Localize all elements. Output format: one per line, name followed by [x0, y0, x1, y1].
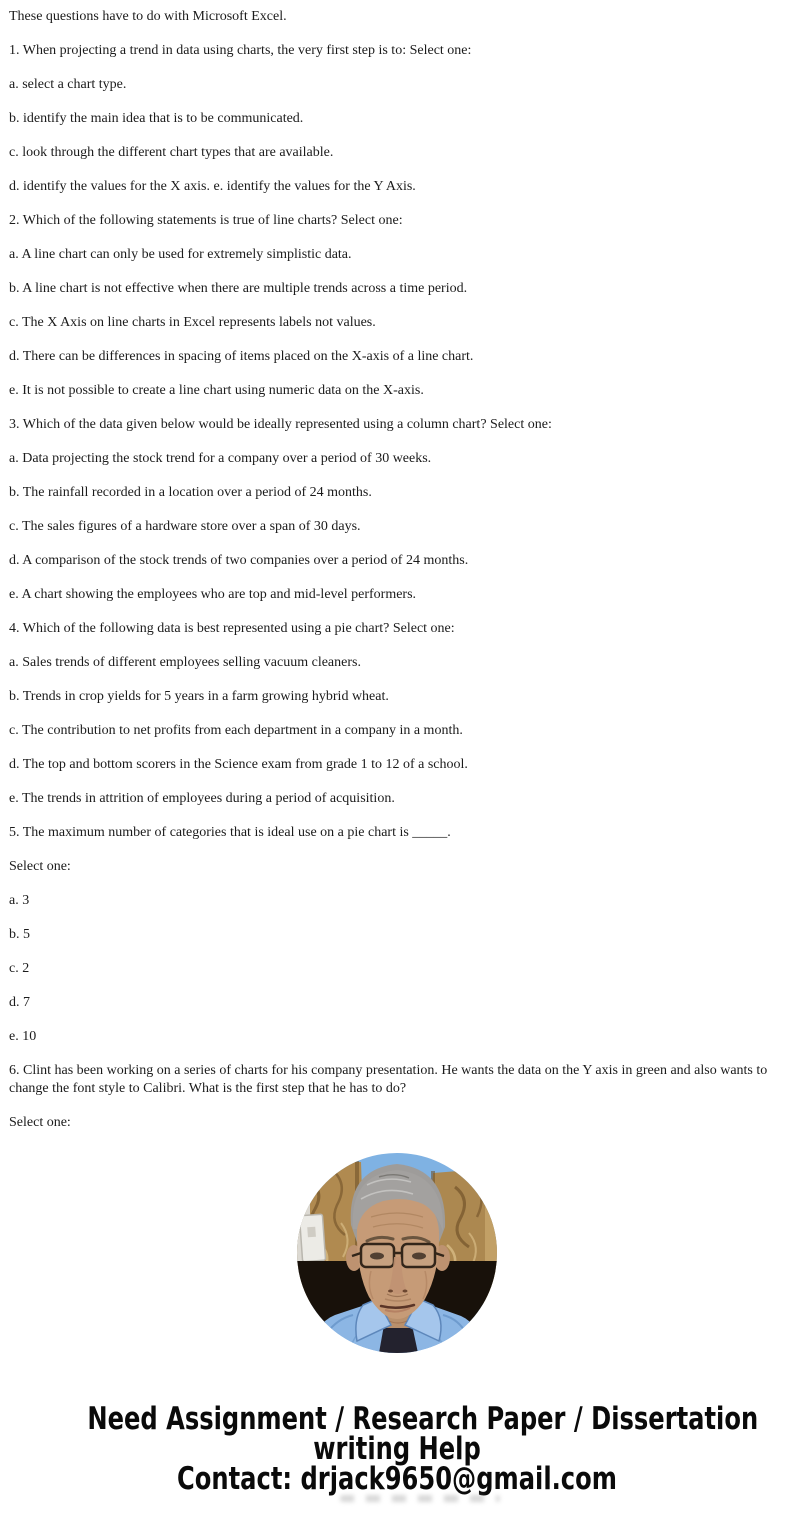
paragraph: d. The top and bottom scorers in the Science exam from grade 1 to 12 of a school.	[9, 757, 468, 772]
profile-photo-illustration	[297, 1153, 497, 1353]
paragraph: e. The trends in attrition of employees during a period of acquisition.	[9, 791, 395, 806]
paragraph: b. The rainfall recorded in a location over a period of 24 months.	[9, 485, 372, 500]
paragraph: 2. Which of the following statements is true of line charts? Select one:	[9, 213, 403, 228]
paragraph: 3. Which of the data given below would be ideally represented using a column chart? Select one:	[9, 417, 552, 432]
paragraph: 6. Clint has been working on a series of charts for his company presentation. He wants the data on the Y axis in green and also wants to change the font style to Calibri. What is the first step that he has to do?	[9, 1063, 768, 1096]
paragraph: 5. The maximum number of categories that is ideal use on a pie chart is _____.	[9, 825, 451, 840]
paragraph: Select one:	[9, 859, 71, 874]
paragraph: a. select a chart type.	[9, 77, 127, 92]
paragraph: 1. When projecting a trend in data using charts, the very first step is to: Select one:	[9, 43, 472, 58]
paragraph: c. The sales figures of a hardware store over a span of 30 days.	[9, 519, 361, 534]
right-eye	[412, 1253, 426, 1260]
paragraph: d. identify the values for the X axis. e. identify the values for the Y Axis.	[9, 179, 416, 194]
left-eye	[370, 1253, 384, 1260]
footer-contact-email: Contact: drjack9650@gmail.com	[177, 1461, 617, 1497]
paragraph: c. The contribution to net profits from each department in a company in a month.	[9, 723, 463, 738]
paragraph: c. 2	[9, 961, 30, 976]
paragraph: b. 5	[9, 927, 30, 942]
profile-photo	[297, 1153, 497, 1353]
paragraph: e. 10	[9, 1029, 37, 1044]
paragraph: b. identify the main idea that is to be communicated.	[9, 111, 304, 126]
paragraph: d. 7	[9, 995, 30, 1010]
paragraph: a. A line chart can only be used for extremely simplistic data.	[9, 247, 352, 262]
paragraph: These questions have to do with Microsoft Excel.	[9, 9, 287, 24]
promo-footer	[0, 1401, 794, 1497]
paragraph: a. Data projecting the stock trend for a company over a period of 30 weeks.	[9, 451, 432, 466]
paragraph: d. There can be differences in spacing of items placed on the X-axis of a line chart.	[9, 349, 474, 364]
paragraph: b. A line chart is not effective when there are multiple trends across a time period.	[9, 281, 468, 296]
collar-shadow	[379, 1325, 418, 1353]
paragraph: a. Sales trends of different employees selling vacuum cleaners.	[9, 655, 361, 670]
paragraph: c. The X Axis on line charts in Excel represents labels not values.	[9, 315, 376, 330]
paragraph: c. look through the different chart types that are available.	[9, 145, 334, 160]
footer-heading-line1: Need Assignment / Research Paper / Dissertation	[87, 1401, 759, 1437]
paragraph: e. A chart showing the employees who are top and mid-level performers.	[9, 587, 417, 602]
footer-heading-line2: writing Help	[313, 1431, 481, 1467]
paragraph: Select one:	[9, 1115, 71, 1129]
blurred-artifact	[340, 1495, 500, 1502]
paragraph: a. 3	[9, 893, 30, 908]
paragraph: d. A comparison of the stock trends of two companies over a period of 24 months.	[9, 553, 469, 568]
paragraph: 4. Which of the following data is best represented using a pie chart? Select one:	[9, 621, 455, 636]
paragraph: e. It is not possible to create a line chart using numeric data on the X-axis.	[9, 383, 424, 398]
paragraph: b. Trends in crop yields for 5 years in a farm growing hybrid wheat.	[9, 689, 389, 704]
